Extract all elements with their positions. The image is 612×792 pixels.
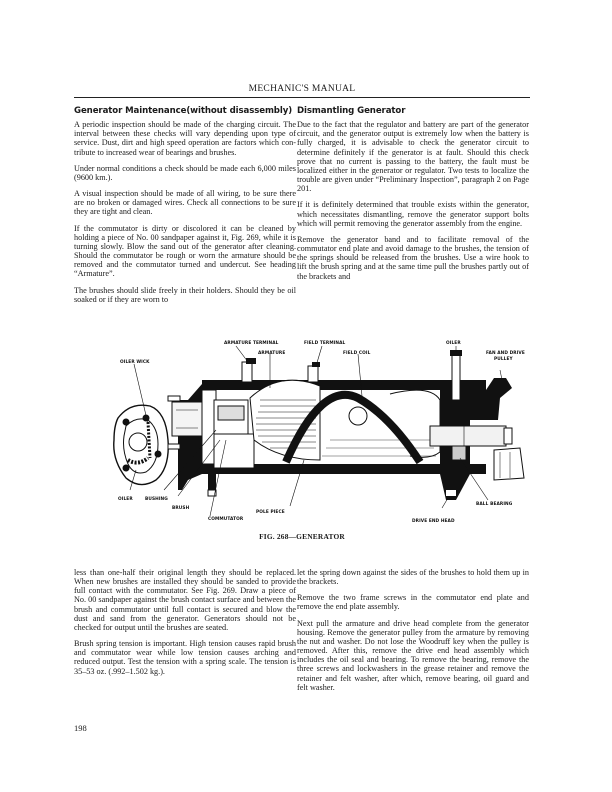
paragraph: Next pull the armature and drive head complete from the generator housing. Remove the generator pulley from the armature by removing the nut and washer. Do not lose the Woodruff key when the pulley is removed. After this, remove the drive end head assembly which includes the oil seal and bearing. To remove the bearing, remove the three screws and lockwashers in the grease retainer and remove the retainer and felt washer, after which, remove bearing, oil guard and felt washer. xyxy=(297,618,529,692)
paragraph: Brush spring tension is important. High tension causes rapid brush and commutator wear while low tension causes arching and reduced output. Test the tension with a spring scale. The tension is 35–53 oz. (.992–1.502 kg.). xyxy=(74,639,296,676)
figure-caption: FIG. 268—GENERATOR xyxy=(259,532,345,541)
label-pole-piece: POLE PIECE xyxy=(256,510,285,515)
paragraph: less than one-half their original length they should be replaced. When new brushes are installed they should be sanded to provide full contact with the commutator. See Fig. 269. Draw a piece of No. 00 sandpaper against the brush contact surface and between the brush and commutator until full contact is secured and blow the dust and sand from the generator. Generators should not be checked for output until the brushes are seated. xyxy=(74,568,296,632)
paragraph: The brushes should slide freely in their holders. Should they be oil soaked or if they are worn to xyxy=(74,285,296,304)
paragraph: If the commutator is dirty or discolored it can be cleaned by holding a piece of No. 00 sandpaper against it, Fig. 269, while it is turning slowly. Blow the sand out of the generator after cleaning. Should the commutator be rough or worn the armature should be removed and the commutator turned and undercut. See heading “Armature”. xyxy=(74,223,296,279)
label-ball-bearing: BALL BEARING xyxy=(476,502,513,507)
label-field-coil: FIELD COIL xyxy=(343,351,371,356)
section-heading-generator-maintenance: Generator Maintenance(without disassembly) xyxy=(74,106,293,116)
paragraph: Under normal conditions a check should be made each 6,000 miles (9600 km.). xyxy=(74,163,296,182)
paragraph: A periodic inspection should be made of the charging circuit. The interval between these checks will vary depending upon type of service. Dust, dirt and high speed operation are factors which contribute to increased wear of bearings and brushes. xyxy=(74,120,296,157)
label-bushing: BUSHING xyxy=(145,497,168,502)
paragraph: A visual inspection should be made of all wiring, to be sure there are no broken or damaged wires. Check all connections to be sure they are tight and clean. xyxy=(74,189,296,217)
label-armature: ARMATURE xyxy=(258,351,286,356)
paragraph: Remove the two frame screws in the commutator end plate and remove the end plate assembly. xyxy=(297,593,529,612)
page-number: 198 xyxy=(74,723,87,733)
label-oiler-top: OILER xyxy=(446,341,461,346)
label-armature-terminal: ARMATURE TERMINAL xyxy=(224,341,279,346)
label-brush: BRUSH xyxy=(172,506,190,511)
label-oiler-wick: OILER WICK xyxy=(120,360,150,365)
section-heading-dismantling-generator: Dismantling Generator xyxy=(297,106,406,116)
right-column-top xyxy=(297,107,529,288)
label-fan-and-drive: FAN AND DRIVE xyxy=(486,351,525,356)
paragraph: Remove the generator band and to facilitate removal of the commutator end plate and avoid damage to the brushes, the tension of the springs should be released from the brushes. Use a wire hook to lift the brush spring and at the same time pull the brushes partly out of the brackets and xyxy=(297,234,529,281)
left-column-bottom xyxy=(74,568,296,683)
running-header: MECHANIC'S MANUAL xyxy=(248,84,356,94)
left-column-top xyxy=(74,107,296,311)
right-column-bottom xyxy=(297,568,529,699)
header-rule xyxy=(74,97,530,98)
generator-figure xyxy=(90,340,550,535)
label-field-terminal: FIELD TERMINAL xyxy=(304,341,346,346)
label-pulley: PULLEY xyxy=(494,357,513,362)
paragraph: let the spring down against the sides of the brushes to hold them up in the brackets. xyxy=(297,568,529,587)
label-drive-end-head: DRIVE END HEAD xyxy=(412,519,455,524)
paragraph: Due to the fact that the regulator and battery are part of the generator circuit, and the generator output is extremely low when the battery is fully charged, it is advisable to check the generator circuit to determine definitely if the generator is at fault. Should this check prove that no current is passing to the battery, the fault must be localized either in the generator or regulator. Two tests to localize the trouble are given under “Preliminary Inspection”, paragraph 2 on Page 201. xyxy=(297,120,529,194)
label-oiler-bottom: OILER xyxy=(118,497,133,502)
end-plate-view xyxy=(114,405,169,484)
paragraph: If it is definitely determined that trouble exists within the generator, which necessitates dismantling, remove the generator support bolts which will permit removing the generator assembly from the engine. xyxy=(297,200,529,228)
generator-housing xyxy=(168,350,524,500)
label-commutator: COMMUTATOR xyxy=(208,517,244,522)
